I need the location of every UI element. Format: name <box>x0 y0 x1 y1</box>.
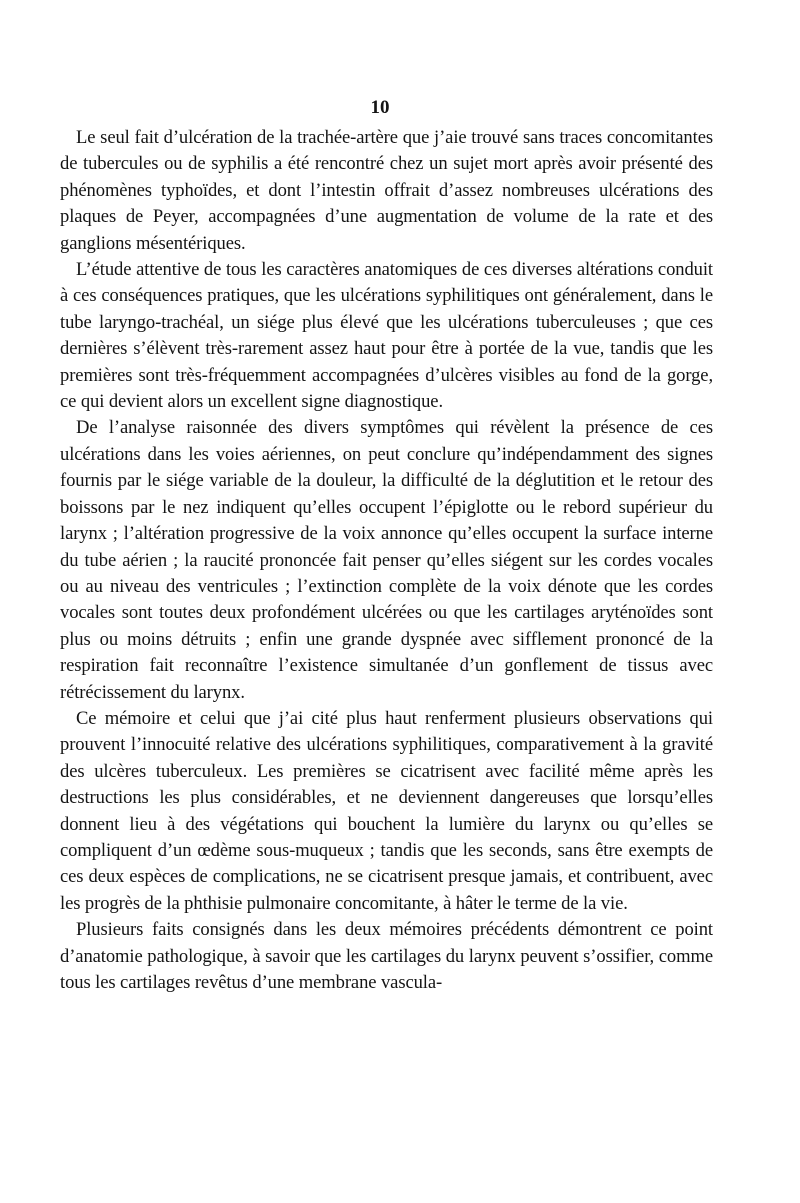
paragraph-tracheal-ulceration: Le seul fait d’ulcération de la trachée-artère que j’aie trouvé sans traces concomitantes de tubercules ou de syphilis a été rencontré chez un sujet mort après avoir présenté des phénomènes typhoïdes, et dont l’intestin offrait d’assez nombreuses ulcérations des plaques de Peyer, accompagnées d’une augmentation de volume de la rate et des ganglions mésentériques. <box>60 127 713 254</box>
paragraph-cartilage-ossification: Plusieurs faits consignés dans les deux mémoires précédents démontrent ce point d’anatomie pathologique, à savoir que les cartilages du larynx peuvent s’ossifier, comme tous les cartilages revêtus d’une membrane vascula- <box>60 919 713 993</box>
body-text <box>60 125 713 996</box>
paragraph-anatomical-study: L’étude attentive de tous les caractères anatomiques de ces diverses altérations conduit à ces conséquences pratiques, que les ulcérations syphilitiques ont généralement, dans le tube laryngo-trachéal, un siége plus élevé que les ulcérations tuberculeuses ; que ces dernières s’élèvent très-rarement assez haut pour être à portée de la vue, tandis que les premières sont très-fréquemment accompagnées d’ulcères visibles au fond de la gorge, ce qui devient alors un excellent signe diagnostique. <box>60 259 713 413</box>
page-number: 10 <box>370 97 390 118</box>
paragraph-symptoms-analysis: De l’analyse raisonnée des divers symptômes qui révèlent la présence de ces ulcérations dans les voies aériennes, on peut conclure qu’indépendamment des signes fournis par le siége variable de la douleur, la difficulté de la déglutition et le retour des boissons par le nez indiquent qu’elles occupent l’épiglotte ou le rebord supérieur du larynx ; l’altération progressive de la voix annonce qu’elles occupent la surface interne du tube aérien ; la raucité prononcée fait penser qu’elles siégent sur les cordes vocales ou au niveau des ventricules ; l’extinction complète de la voix dénote que les cordes vocales sont toutes deux profondément ulcérées ou que les cartilages aryténoïdes sont plus ou moins détruits ; enfin une grande dyspnée avec sifflement prononcé de la respiration fait reconnaître l’existence simultanée d’un gonflement de tissus avec rétrécissement du larynx. <box>60 417 713 703</box>
paragraph-memoir-observations: Ce mémoire et celui que j’ai cité plus haut renferment plusieurs observations qui prouvent l’innocuité relative des ulcérations syphilitiques, comparativement à la gravité des ulcères tuberculeux. Les premières se cicatrisent avec facilité même après les destructions les plus considérables, et ne deviennent dangereuses que lorsqu’elles donnent lieu à des végétations qui bouchent la lumière du larynx ou qu’elles se compliquent d’un œdème sous-muqueux ; tandis que les seconds, sans être exempts de ces deux espèces de complications, ne se cicatrisent presque jamais, et contribuent, avec les progrès de la phthisie pulmonaire concomitante, à hâter le terme de la vie. <box>60 707 713 914</box>
